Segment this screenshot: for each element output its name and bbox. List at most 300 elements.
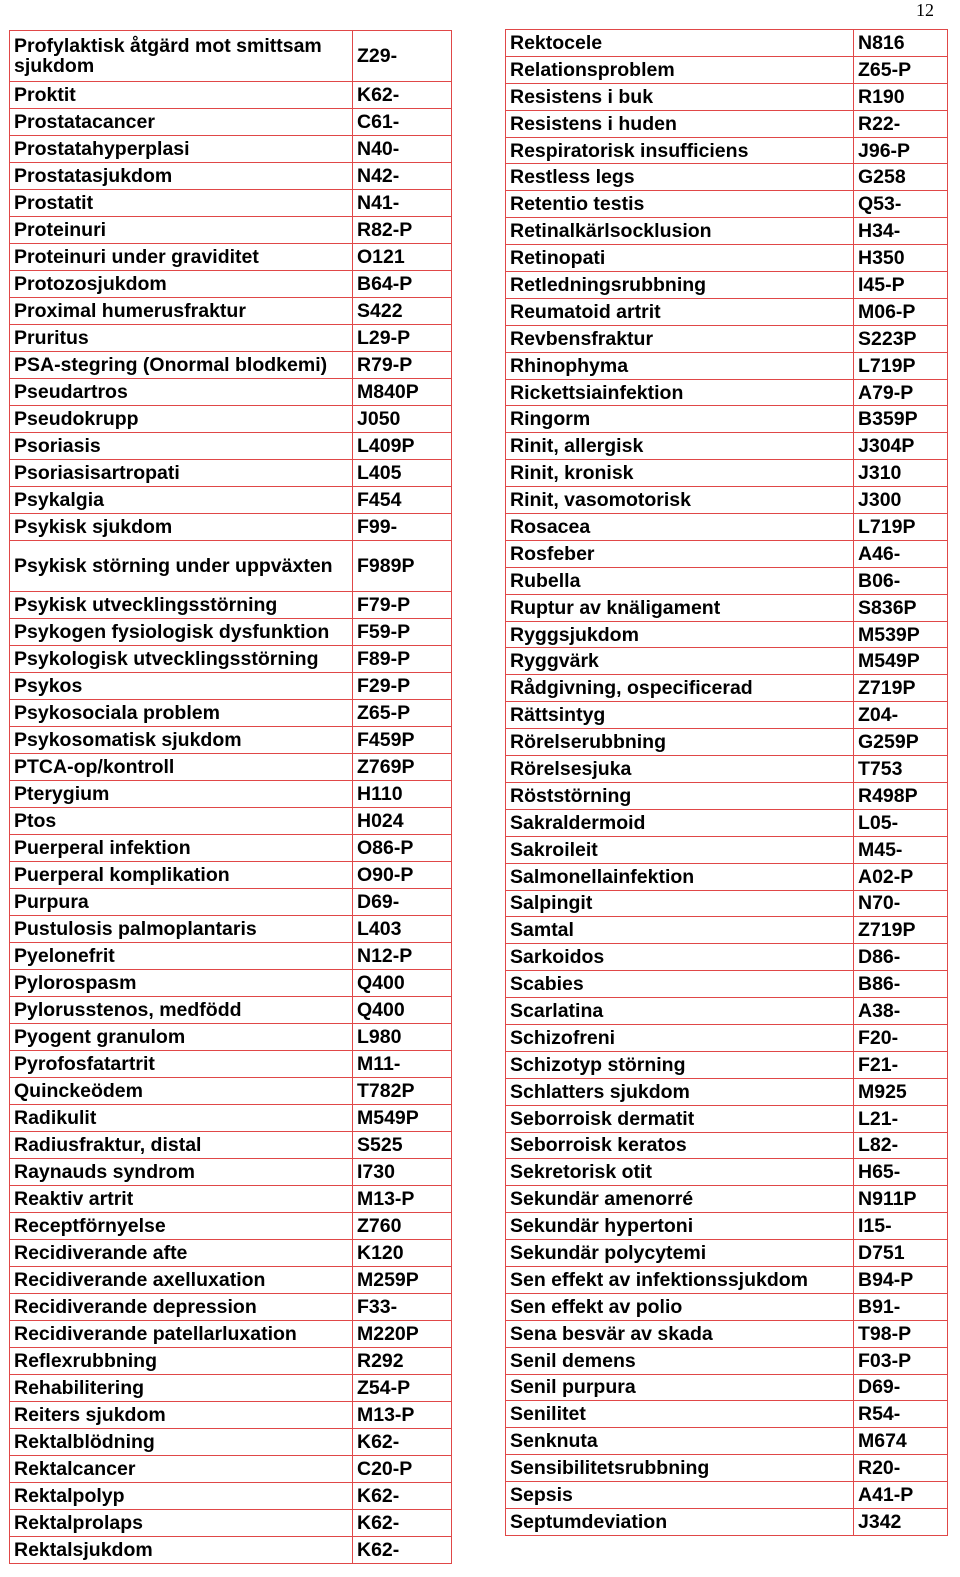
table-row xyxy=(506,648,948,675)
table-row xyxy=(506,56,948,83)
code-cell: N70- xyxy=(854,890,948,917)
diagnosis-cell: Recidiverande afte xyxy=(10,1240,353,1267)
diagnosis-cell: Pruritus xyxy=(10,325,353,352)
diagnosis-cell: Senilitet xyxy=(506,1401,854,1428)
code-cell: Z769P xyxy=(353,754,452,781)
code-cell: H65- xyxy=(854,1159,948,1186)
code-cell: N911P xyxy=(854,1186,948,1213)
code-cell: F989P xyxy=(353,541,452,592)
code-cell: B86- xyxy=(854,971,948,998)
code-cell: F03-P xyxy=(854,1347,948,1374)
table-row xyxy=(506,729,948,756)
code-cell: J310 xyxy=(854,460,948,487)
diagnosis-cell: Puerperal komplikation xyxy=(10,862,353,889)
table-row xyxy=(506,487,948,514)
code-cell: L980 xyxy=(353,1024,452,1051)
code-cell: K62- xyxy=(353,1510,452,1537)
diagnosis-cell: Rosacea xyxy=(506,514,854,541)
code-cell: K62- xyxy=(353,1483,452,1510)
table-row xyxy=(506,567,948,594)
code-cell: L719P xyxy=(854,352,948,379)
table-row xyxy=(10,298,452,325)
code-cell: M11- xyxy=(353,1051,452,1078)
code-cell: B06- xyxy=(854,567,948,594)
left-code-table xyxy=(9,30,452,1564)
table-row xyxy=(10,916,452,943)
table-row xyxy=(506,1482,948,1509)
code-cell: J300 xyxy=(854,487,948,514)
table-row xyxy=(506,1266,948,1293)
diagnosis-cell: Rinit, kronisk xyxy=(506,460,854,487)
diagnosis-cell: Pylorospasm xyxy=(10,970,353,997)
code-cell: Z65-P xyxy=(353,700,452,727)
diagnosis-cell: Rhinophyma xyxy=(506,352,854,379)
code-cell: M259P xyxy=(353,1267,452,1294)
table-row xyxy=(10,379,452,406)
code-cell: I730 xyxy=(353,1159,452,1186)
diagnosis-cell: Senil purpura xyxy=(506,1374,854,1401)
code-cell: F454 xyxy=(353,487,452,514)
code-cell: F89-P xyxy=(353,646,452,673)
code-cell: D751 xyxy=(854,1240,948,1267)
diagnosis-cell: Rinit, allergisk xyxy=(506,433,854,460)
diagnosis-cell: Radikulit xyxy=(10,1105,353,1132)
table-row xyxy=(506,191,948,218)
code-cell: J96-P xyxy=(854,137,948,164)
table-row xyxy=(506,998,948,1025)
table-row xyxy=(10,271,452,298)
code-cell: M840P xyxy=(353,379,452,406)
table-row xyxy=(10,1267,452,1294)
code-cell: M539P xyxy=(854,621,948,648)
diagnosis-cell: Sakroileit xyxy=(506,836,854,863)
diagnosis-cell: Rektalsjukdom xyxy=(10,1537,353,1564)
table-row xyxy=(506,1293,948,1320)
diagnosis-cell: Retinalkärlsocklusion xyxy=(506,218,854,245)
table-row xyxy=(10,943,452,970)
table-row xyxy=(506,782,948,809)
diagnosis-cell: Rektalprolaps xyxy=(10,1510,353,1537)
code-cell: N816 xyxy=(854,30,948,57)
diagnosis-cell: Rosfeber xyxy=(506,540,854,567)
table-row xyxy=(10,1429,452,1456)
table-row xyxy=(10,754,452,781)
code-cell: M549P xyxy=(854,648,948,675)
table-row xyxy=(10,1051,452,1078)
table-row xyxy=(506,245,948,272)
table-row xyxy=(506,1105,948,1132)
diagnosis-cell: Protozosjukdom xyxy=(10,271,353,298)
table-row xyxy=(506,1024,948,1051)
diagnosis-cell: PTCA-op/kontroll xyxy=(10,754,353,781)
diagnosis-cell: Salpingit xyxy=(506,890,854,917)
code-cell: Z29- xyxy=(353,31,452,82)
table-row xyxy=(10,862,452,889)
diagnosis-cell: Relationsproblem xyxy=(506,56,854,83)
diagnosis-cell: Rektalblödning xyxy=(10,1429,353,1456)
table-row xyxy=(506,1428,948,1455)
table-row xyxy=(506,540,948,567)
code-cell: Z719P xyxy=(854,675,948,702)
table-row xyxy=(506,944,948,971)
diagnosis-cell: Psykisk störning under uppväxten xyxy=(10,541,353,592)
diagnosis-cell: Psykisk sjukdom xyxy=(10,514,353,541)
diagnosis-cell: Rehabilitering xyxy=(10,1375,353,1402)
diagnosis-cell: Sarkoidos xyxy=(506,944,854,971)
diagnosis-cell: Ryggsjukdom xyxy=(506,621,854,648)
code-cell: R82-P xyxy=(353,217,452,244)
diagnosis-cell: Seborroisk keratos xyxy=(506,1132,854,1159)
code-cell: B94-P xyxy=(854,1266,948,1293)
diagnosis-cell: Prostatahyperplasi xyxy=(10,136,353,163)
diagnosis-cell: Psykos xyxy=(10,673,353,700)
table-row xyxy=(506,30,948,57)
table-row xyxy=(10,673,452,700)
table-row xyxy=(506,594,948,621)
diagnosis-cell: Sen effekt av polio xyxy=(506,1293,854,1320)
code-cell: K62- xyxy=(353,1537,452,1564)
diagnosis-cell: Reumatoid artrit xyxy=(506,298,854,325)
diagnosis-cell: Sepsis xyxy=(506,1482,854,1509)
table-row xyxy=(10,1213,452,1240)
diagnosis-cell: Ryggvärk xyxy=(506,648,854,675)
table-row xyxy=(10,217,452,244)
code-cell: F79-P xyxy=(353,592,452,619)
diagnosis-cell: Psykosociala problem xyxy=(10,700,353,727)
code-cell: B64-P xyxy=(353,271,452,298)
table-row xyxy=(506,325,948,352)
table-row xyxy=(506,1508,948,1535)
code-cell: D86- xyxy=(854,944,948,971)
table-row xyxy=(506,1401,948,1428)
code-cell: M13-P xyxy=(353,1186,452,1213)
code-cell: O90-P xyxy=(353,862,452,889)
table-row xyxy=(10,31,452,82)
diagnosis-cell: Pyogent granulom xyxy=(10,1024,353,1051)
code-cell: D69- xyxy=(854,1374,948,1401)
table-row xyxy=(10,889,452,916)
table-row xyxy=(10,163,452,190)
code-cell: L05- xyxy=(854,809,948,836)
table-row xyxy=(10,190,452,217)
code-cell: C20-P xyxy=(353,1456,452,1483)
table-row xyxy=(506,352,948,379)
diagnosis-cell: Pyelonefrit xyxy=(10,943,353,970)
table-row xyxy=(506,971,948,998)
code-cell: B91- xyxy=(854,1293,948,1320)
diagnosis-cell: Pterygium xyxy=(10,781,353,808)
code-cell: F21- xyxy=(854,1051,948,1078)
code-cell: Z760 xyxy=(353,1213,452,1240)
diagnosis-cell: Psoriasis xyxy=(10,433,353,460)
code-cell: N42- xyxy=(353,163,452,190)
code-cell: M220P xyxy=(353,1321,452,1348)
diagnosis-cell: Rörelserubbning xyxy=(506,729,854,756)
code-cell: H024 xyxy=(353,808,452,835)
diagnosis-cell: Sakraldermoid xyxy=(506,809,854,836)
table-row xyxy=(10,541,452,592)
diagnosis-cell: Purpura xyxy=(10,889,353,916)
table-row xyxy=(506,863,948,890)
code-cell: S422 xyxy=(353,298,452,325)
diagnosis-cell: Röststörning xyxy=(506,782,854,809)
table-row xyxy=(506,1159,948,1186)
table-row xyxy=(506,1374,948,1401)
table-row xyxy=(506,137,948,164)
code-cell: D69- xyxy=(353,889,452,916)
code-cell: N41- xyxy=(353,190,452,217)
diagnosis-cell: Samtal xyxy=(506,917,854,944)
diagnosis-cell: Radiusfraktur, distal xyxy=(10,1132,353,1159)
code-cell: L719P xyxy=(854,514,948,541)
diagnosis-cell: PSA-stegring (Onormal blodkemi) xyxy=(10,352,353,379)
code-cell: F20- xyxy=(854,1024,948,1051)
table-row xyxy=(506,809,948,836)
diagnosis-cell: Prostatit xyxy=(10,190,353,217)
code-cell: Q400 xyxy=(353,997,452,1024)
diagnosis-cell: Septumdeviation xyxy=(506,1508,854,1535)
code-cell: I15- xyxy=(854,1213,948,1240)
table-row xyxy=(10,1078,452,1105)
code-cell: H350 xyxy=(854,245,948,272)
diagnosis-cell: Sena besvär av skada xyxy=(506,1320,854,1347)
table-row xyxy=(10,514,452,541)
code-cell: H34- xyxy=(854,218,948,245)
code-cell: J342 xyxy=(854,1508,948,1535)
diagnosis-cell: Sensibilitetsrubbning xyxy=(506,1455,854,1482)
table-row xyxy=(506,1132,948,1159)
table-row xyxy=(506,460,948,487)
table-row xyxy=(10,1402,452,1429)
code-cell: K120 xyxy=(353,1240,452,1267)
diagnosis-cell: Proktit xyxy=(10,82,353,109)
code-cell: R22- xyxy=(854,110,948,137)
code-cell: G258 xyxy=(854,164,948,191)
table-row xyxy=(10,82,452,109)
table-row xyxy=(10,244,452,271)
code-cell: L21- xyxy=(854,1105,948,1132)
code-cell: A38- xyxy=(854,998,948,1025)
diagnosis-cell: Sekundär hypertoni xyxy=(506,1213,854,1240)
diagnosis-cell: Rektocele xyxy=(506,30,854,57)
table-row xyxy=(10,1186,452,1213)
code-cell: M549P xyxy=(353,1105,452,1132)
code-cell: K62- xyxy=(353,82,452,109)
code-cell: L405 xyxy=(353,460,452,487)
diagnosis-cell: Rinit, vasomotorisk xyxy=(506,487,854,514)
code-cell: A46- xyxy=(854,540,948,567)
table-row xyxy=(506,1213,948,1240)
diagnosis-cell: Reiters sjukdom xyxy=(10,1402,353,1429)
diagnosis-cell: Rörelsesjuka xyxy=(506,756,854,783)
diagnosis-cell: Senknuta xyxy=(506,1428,854,1455)
diagnosis-cell: Rubella xyxy=(506,567,854,594)
table-row xyxy=(10,1294,452,1321)
code-cell: Q53- xyxy=(854,191,948,218)
table-row xyxy=(10,1483,452,1510)
table-row xyxy=(10,727,452,754)
diagnosis-cell: Ptos xyxy=(10,808,353,835)
table-row xyxy=(10,781,452,808)
code-cell: R79-P xyxy=(353,352,452,379)
table-row xyxy=(10,970,452,997)
code-cell: J050 xyxy=(353,406,452,433)
table-row xyxy=(506,298,948,325)
diagnosis-cell: Raynauds syndrom xyxy=(10,1159,353,1186)
code-cell: R190 xyxy=(854,83,948,110)
diagnosis-cell: Receptförnyelse xyxy=(10,1213,353,1240)
diagnosis-cell: Revbensfraktur xyxy=(506,325,854,352)
code-cell: R20- xyxy=(854,1455,948,1482)
code-cell: F29-P xyxy=(353,673,452,700)
diagnosis-cell: Senil demens xyxy=(506,1347,854,1374)
diagnosis-cell: Reaktiv artrit xyxy=(10,1186,353,1213)
table-row xyxy=(506,1455,948,1482)
code-cell: Z54-P xyxy=(353,1375,452,1402)
diagnosis-cell: Prostatasjukdom xyxy=(10,163,353,190)
code-cell: O86-P xyxy=(353,835,452,862)
diagnosis-cell: Ruptur av knäligament xyxy=(506,594,854,621)
code-cell: S836P xyxy=(854,594,948,621)
table-row xyxy=(10,109,452,136)
code-cell: F99- xyxy=(353,514,452,541)
code-cell: S223P xyxy=(854,325,948,352)
table-row xyxy=(506,110,948,137)
table-row xyxy=(10,619,452,646)
table-row xyxy=(506,1240,948,1267)
code-cell: B359P xyxy=(854,406,948,433)
diagnosis-cell: Sekretorisk otit xyxy=(506,1159,854,1186)
table-row xyxy=(10,1321,452,1348)
diagnosis-cell: Pustulosis palmoplantaris xyxy=(10,916,353,943)
table-row xyxy=(10,1105,452,1132)
diagnosis-cell: Prostatacancer xyxy=(10,109,353,136)
table-row xyxy=(10,1240,452,1267)
diagnosis-cell: Recidiverande patellarluxation xyxy=(10,1321,353,1348)
diagnosis-cell: Recidiverande depression xyxy=(10,1294,353,1321)
code-cell: L409P xyxy=(353,433,452,460)
code-cell: K62- xyxy=(353,1429,452,1456)
diagnosis-cell: Rättsintyg xyxy=(506,702,854,729)
code-cell: Z04- xyxy=(854,702,948,729)
table-row xyxy=(10,592,452,619)
diagnosis-cell: Retinopati xyxy=(506,245,854,272)
diagnosis-cell: Pseudokrupp xyxy=(10,406,353,433)
diagnosis-cell: Puerperal infektion xyxy=(10,835,353,862)
diagnosis-cell: Psykologisk utvecklingsstörning xyxy=(10,646,353,673)
code-cell: Z719P xyxy=(854,917,948,944)
table-row xyxy=(10,1348,452,1375)
table-row xyxy=(10,352,452,379)
diagnosis-cell: Scabies xyxy=(506,971,854,998)
table-row xyxy=(10,460,452,487)
table-row xyxy=(10,1132,452,1159)
diagnosis-cell: Schizofreni xyxy=(506,1024,854,1051)
code-cell: O121 xyxy=(353,244,452,271)
code-cell: F459P xyxy=(353,727,452,754)
table-row xyxy=(10,487,452,514)
diagnosis-cell: Retentio testis xyxy=(506,191,854,218)
diagnosis-cell: Proximal humerusfraktur xyxy=(10,298,353,325)
diagnosis-cell: Scarlatina xyxy=(506,998,854,1025)
table-row xyxy=(10,700,452,727)
table-row xyxy=(506,890,948,917)
diagnosis-cell: Schlatters sjukdom xyxy=(506,1078,854,1105)
table-row xyxy=(506,756,948,783)
code-cell: M13-P xyxy=(353,1402,452,1429)
table-row xyxy=(10,1159,452,1186)
code-cell: T98-P xyxy=(854,1320,948,1347)
table-row xyxy=(506,702,948,729)
table-row xyxy=(10,406,452,433)
diagnosis-cell: Psykalgia xyxy=(10,487,353,514)
table-row xyxy=(506,272,948,299)
code-cell: A79-P xyxy=(854,379,948,406)
diagnosis-cell: Ringorm xyxy=(506,406,854,433)
code-cell: Z65-P xyxy=(854,56,948,83)
diagnosis-cell: Proteinuri under graviditet xyxy=(10,244,353,271)
diagnosis-cell: Resistens i huden xyxy=(506,110,854,137)
code-cell: M45- xyxy=(854,836,948,863)
code-cell: G259P xyxy=(854,729,948,756)
table-row xyxy=(506,621,948,648)
table-row xyxy=(506,218,948,245)
code-cell: R498P xyxy=(854,782,948,809)
table-row xyxy=(10,808,452,835)
table-row xyxy=(10,1024,452,1051)
code-cell: A02-P xyxy=(854,863,948,890)
diagnosis-cell: Pylorusstenos, medfödd xyxy=(10,997,353,1024)
code-cell: M06-P xyxy=(854,298,948,325)
table-row xyxy=(10,997,452,1024)
diagnosis-cell: Recidiverande axelluxation xyxy=(10,1267,353,1294)
code-cell: H110 xyxy=(353,781,452,808)
table-row xyxy=(10,325,452,352)
right-code-table xyxy=(505,29,948,1536)
code-cell: R54- xyxy=(854,1401,948,1428)
table-row xyxy=(506,1078,948,1105)
diagnosis-cell: Proteinuri xyxy=(10,217,353,244)
page-number: 12 xyxy=(916,0,934,20)
code-cell: F59-P xyxy=(353,619,452,646)
table-row xyxy=(506,164,948,191)
diagnosis-cell: Salmonellainfektion xyxy=(506,863,854,890)
code-cell: L403 xyxy=(353,916,452,943)
diagnosis-cell: Retledningsrubbning xyxy=(506,272,854,299)
table-row xyxy=(10,1456,452,1483)
diagnosis-cell: Profylaktisk åtgärd mot smittsam sjukdom xyxy=(10,31,353,82)
diagnosis-cell: Psykogen fysiologisk dysfunktion xyxy=(10,619,353,646)
diagnosis-cell: Schizotyp störning xyxy=(506,1051,854,1078)
code-cell: S525 xyxy=(353,1132,452,1159)
diagnosis-cell: Sekundär polycytemi xyxy=(506,1240,854,1267)
diagnosis-cell: Psykisk utvecklingsstörning xyxy=(10,592,353,619)
table-row xyxy=(506,1186,948,1213)
code-cell: A41-P xyxy=(854,1482,948,1509)
diagnosis-cell: Reflexrubbning xyxy=(10,1348,353,1375)
code-cell: N12-P xyxy=(353,943,452,970)
code-cell: N40- xyxy=(353,136,452,163)
code-cell: T753 xyxy=(854,756,948,783)
diagnosis-cell: Psoriasisartropati xyxy=(10,460,353,487)
code-cell: T782P xyxy=(353,1078,452,1105)
diagnosis-cell: Sen effekt av infektionssjukdom xyxy=(506,1266,854,1293)
diagnosis-cell: Rektalcancer xyxy=(10,1456,353,1483)
table-row xyxy=(506,675,948,702)
code-cell: M674 xyxy=(854,1428,948,1455)
table-row xyxy=(506,433,948,460)
diagnosis-cell: Sekundär amenorré xyxy=(506,1186,854,1213)
